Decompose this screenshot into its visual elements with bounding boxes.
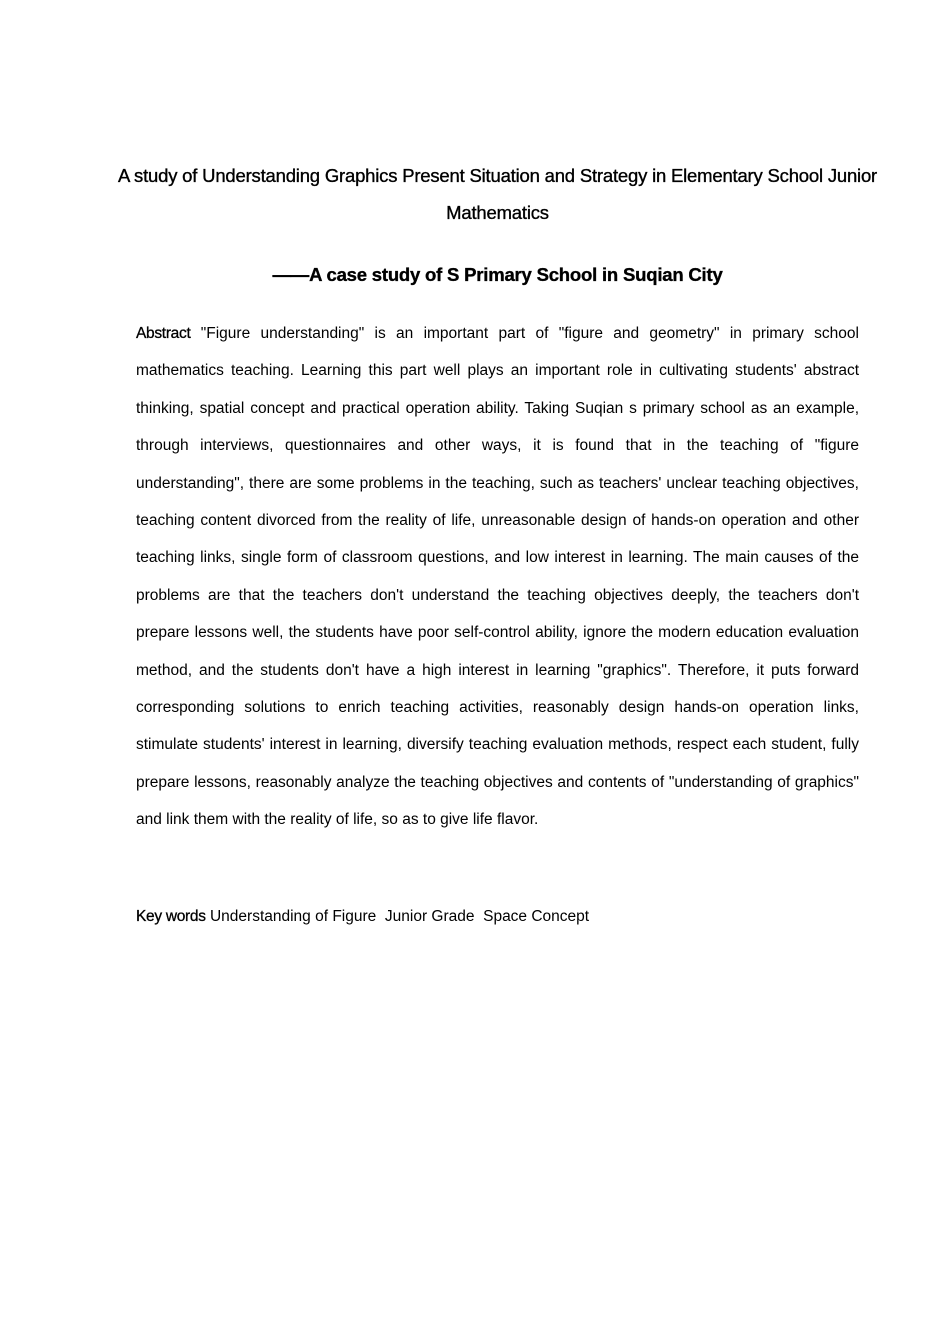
paper-title: A study of Understanding Graphics Present Situation and Strategy in Elementary School Junior Mathematics bbox=[117, 165, 878, 223]
keywords-line bbox=[136, 898, 859, 935]
abstract-text: "Figure understanding" is an important part of "figure and geometry" in primary school mathematics teaching. Learning this part well plays an important role in cultivating students' abstract thinking, spatial concept and practical operation ability. Taking Suqian s primary school as an example, through interviews, questionnaires and other ways, it is found that in the teaching of "figure understanding", there are some problems in the teaching, such as teachers' unclear teaching objectives, teaching content divorced from the reality of life, unreasonable design of hands-on operation and other teaching links, single form of classroom questions, and low interest in learning. The main causes of the problems are that the teachers don't understand the teaching objectives deeply, the teachers don't prepare lessons well, the students have poor self-control ability, ignore the modern education evaluation method, and the students don't have a high interest in learning "graphics". Therefore, it puts forward corresponding solutions to enrich teaching activities, reasonably design hands-on operation links, stimulate students' interest in learning, diversify teaching evaluation methods, respect each student, fully prepare lessons, reasonably analyze the teaching objectives and contents of "understanding of graphics" and link them with the reality of life, so as to give life flavor. bbox=[136, 325, 859, 829]
keywords-label: Key words bbox=[136, 908, 206, 925]
keywords-text: Understanding of Figure Junior Grade Space Concept bbox=[209, 908, 590, 925]
abstract-label: Abstract bbox=[136, 325, 191, 342]
abstract-paragraph bbox=[136, 315, 859, 839]
paper-subtitle: ——A case study of S Primary School in Suqian City bbox=[272, 264, 723, 285]
